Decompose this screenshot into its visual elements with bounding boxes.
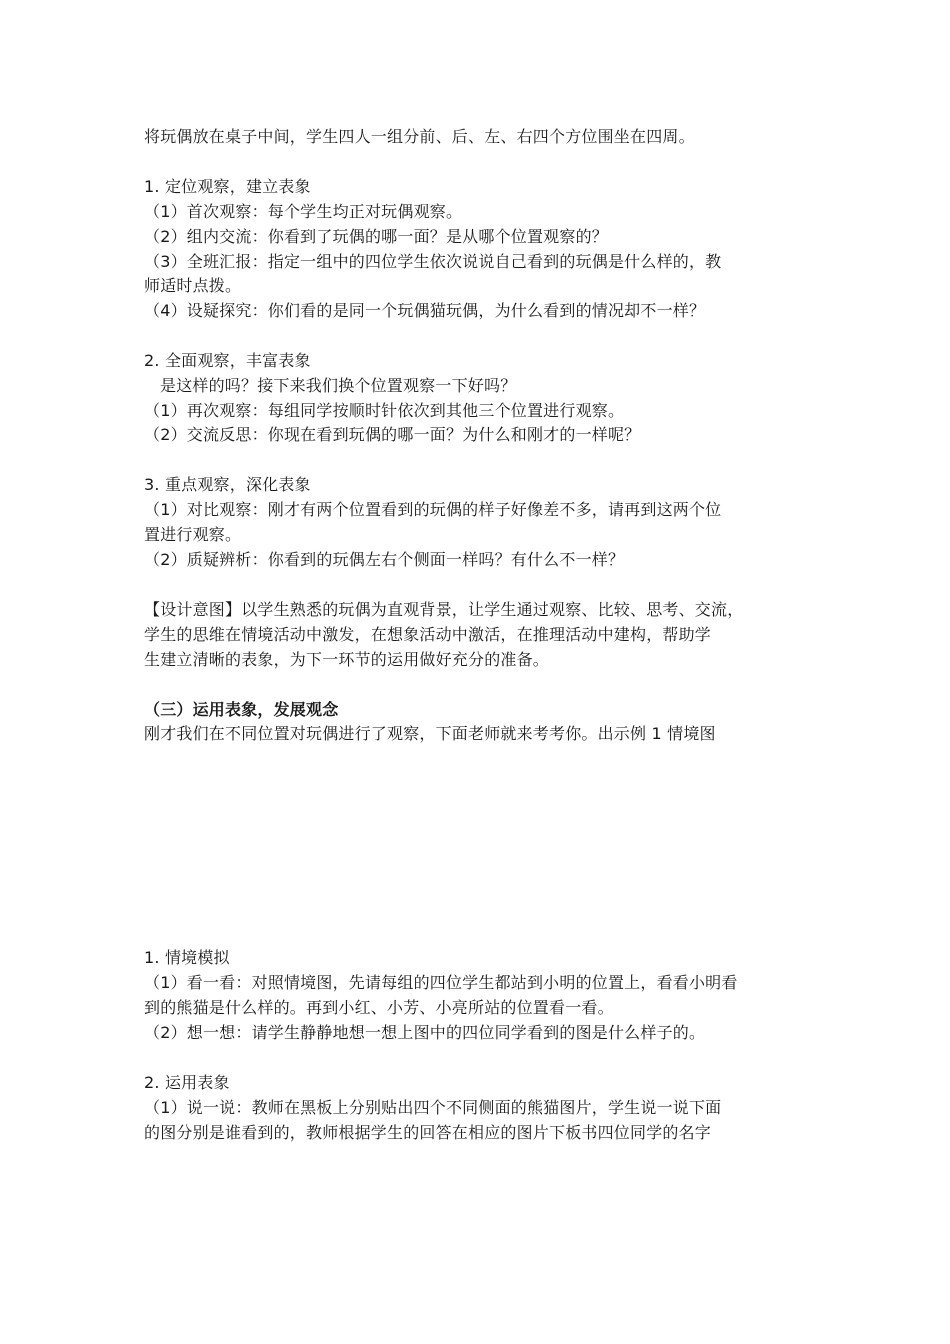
section-heading-5: 2. 运用表象 — [144, 1073, 230, 1092]
paragraph-line: （2）组内交流：你看到了玩偶的哪一面？是从哪个位置观察的？ — [144, 227, 608, 246]
section-heading-3: 3. 重点观察，深化表象 — [144, 475, 311, 494]
intro-line: 将玩偶放在桌子中间，学生四人一组分前、后、左、右四个方位围坐在四周。 — [144, 127, 695, 146]
paragraph-line: （1）对比观察：刚才有两个位置看到的玩偶的样子好像差不多，请再到这两个位 — [144, 500, 722, 519]
paragraph-line: （3）全班汇报：指定一组中的四位学生依次说说自己看到的玩偶是什么样的，教 — [144, 252, 722, 271]
design-intent-line: 学生的思维在情境活动中激发，在想象活动中激活，在推理活动中建构，帮助学 — [144, 625, 712, 644]
paragraph-line: 置进行观察。 — [144, 525, 242, 544]
paragraph-line: 的图分别是谁看到的，教师根据学生的回答在相应的图片下板书四位同学的名字 — [144, 1123, 712, 1142]
paragraph-line: 师适时点拨。 — [144, 276, 242, 295]
paragraph-line: （2）想一想：请学生静静地想一想上图中的四位同学看到的图是什么样子的。 — [144, 1023, 706, 1042]
paragraph-line: （1）首次观察：每个学生均正对玩偶观察。 — [144, 202, 463, 221]
section-heading-1: 1. 定位观察，建立表象 — [144, 177, 311, 196]
paragraph-line: （1）再次观察：每组同学按顺时针依次到其他三个位置进行观察。 — [144, 401, 625, 420]
section-heading-4: 1. 情境模拟 — [144, 948, 230, 967]
paragraph-line: （2）质疑辨析：你看到的玩偶左右个侧面一样吗？有什么不一样？ — [144, 550, 625, 569]
section-heading-2: 2. 全面观察，丰富表象 — [144, 351, 311, 370]
paragraph-line: （4）设疑探究：你们看的是同一个玩偶猫玩偶，为什么看到的情况却不一样？ — [144, 301, 706, 320]
paragraph-line: （1）看一看：对照情境图，先请每组的四位学生都站到小明的位置上，看看小明看 — [144, 973, 738, 992]
design-intent-line: 【设计意图】以学生熟悉的玩偶为直观背景，让学生通过观察、比较、思考、交流， — [144, 600, 744, 619]
paragraph-line: 刚才我们在不同位置对玩偶进行了观察，下面老师就来考考你。出示例 1 情境图 — [144, 724, 716, 743]
design-intent-line: 生建立清晰的表象，为下一环节的运用做好充分的准备。 — [144, 650, 550, 669]
paragraph-line: 到的熊猫是什么样的。再到小红、小芳、小亮所站的位置看一看。 — [144, 998, 614, 1017]
part-heading: （三）运用表象，发展观念 — [144, 700, 339, 719]
paragraph-line: （2）交流反思：你现在看到玩偶的哪一面？为什么和刚才的一样呢？ — [144, 425, 641, 444]
paragraph-line: 是这样的吗？接下来我们换个位置观察一下好吗？ — [160, 376, 517, 395]
paragraph-line: （1）说一说：教师在黑板上分别贴出四个不同侧面的熊猫图片，学生说一说下面 — [144, 1098, 722, 1117]
